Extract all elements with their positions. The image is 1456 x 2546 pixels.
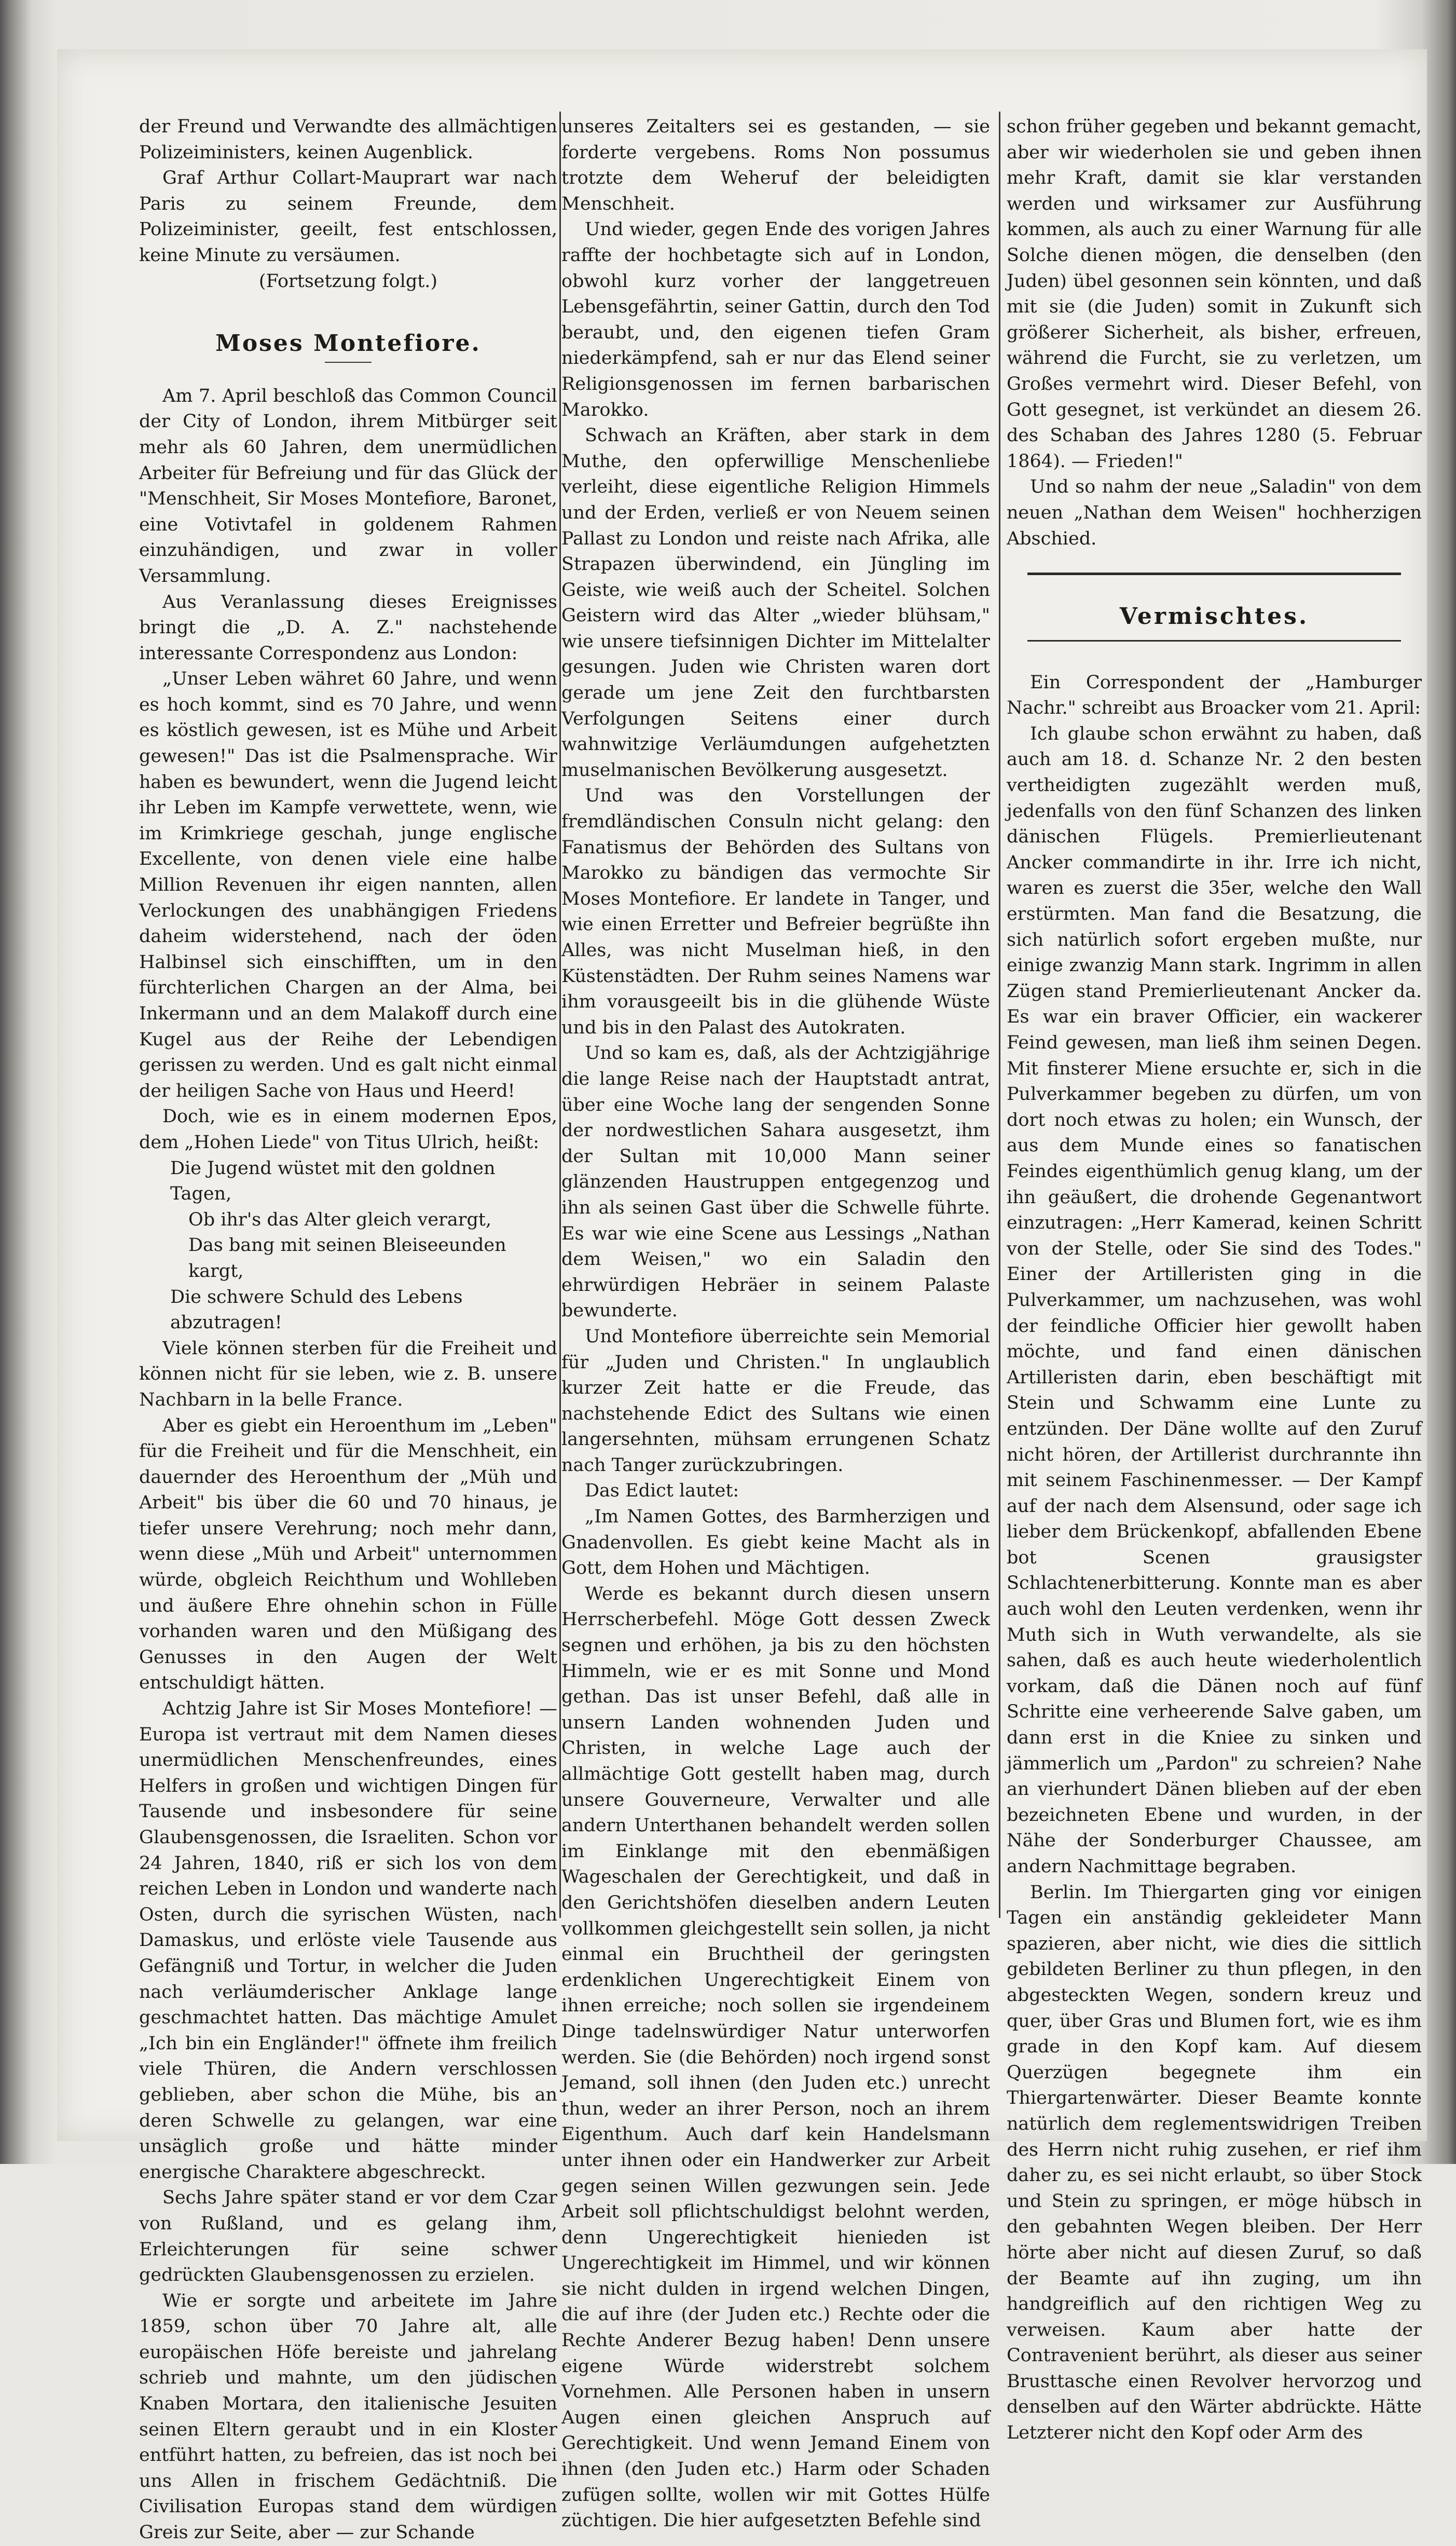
text-paragraph: Aus Veranlassung dieses Ereignisses bringt die „D. A. Z." nachstehende interessante Correspondenz aus London: [139, 591, 557, 664]
text-paragraph: Schwach an Kräften, aber stark in dem Muthe, den opferwillige Menschenliebe verleiht, diese eigentliche Religion Himmels und der Erden, verließ er von Neuem seinen Pallast zu London und reiste nach Afrika, alle Strapazen überwindend, ein Jüngling im Geiste, wie weiß auch der Scheitel. Solchen Geistern wird das Alter „wieder blühsam," wie unsere tiefsinnigen Dichter im Mittelalter gesungen. Juden wie Christen waren dort gerade um jene Zeit den furchtbarsten Verfolgungen Seitens einer durch wahnwitzige Verläumdungen aufgehetzten muselmanischen Bevölkerung ausgesetzt. [561, 425, 990, 781]
text-paragraph: Wie er sorgte und arbeitete im Jahre 1859, schon über 70 Jahre alt, alle europäischen Höfe bereiste und jahrelang schrieb und mahnte, um den jüdischen Knaben Mortara, den italienische Jesuiten seinen Eltern geraubt und in ein Kloster entführt hatten, zu befreien, das ist noch bei uns Allen in frischem Gedächtniß. Die Civilisation Europas stand dem würdigen Greis zur Seite, aber — zur Schande [139, 2290, 557, 2543]
text-paragraph: Berlin. Im Thiergarten ging vor einigen Tagen ein anständig gekleideter Mann spazieren, aber nicht, wie dies die sittlich gebildeten Berliner zu thun pflegen, in den abgesteckten Wegen, sondern kreuz und quer, über Gras und Blumen fort, wie es ihm grade in den Kopf kam. Auf diesem Querzügen begegnete ihm ein Thiergartenwärter. Dieser Beamte konnte natürlich dem reglementswidrigen Treiben des Herrn nicht ruhig zusehen, er rief ihm daher zu, es sei nicht erlaubt, so über Stock und Stein zu springen, er möge hübsch in den gebahnten Wegen bleiben. Der Herr hörte aber nicht auf diesen Zuruf, so daß der Beamte auf ihn zuging, um ihn handgreiflich auf den richtigen Weg zu verweisen. Kaum aber hatte der Contravenient berührt, als dieser aus seiner Brusttasche einen Revolver hervorzog und denselben auf den Wärter abdrückte. Hätte Letzterer nicht den Kopf oder Arm des [1007, 1882, 1422, 2444]
column-1 [139, 114, 557, 2543]
section-title: Vermischtes. [1119, 603, 1309, 630]
text-paragraph: Und so kam es, daß, als der Achtzigjährige die lange Reise nach der Hauptstadt antrat, über eine Woche lang der sengenden Sonne der nordwestlichen Sahara ausgesetzt, ihm der Sultan mit 10,000 Mann seiner glänzenden Haustruppen entgegenzog und ihn als seinen Gast über die Schwelle führte. Es war wie eine Scene aus Lessings „Nathan dem Weisen," wo ein Saladin den ehrwürdigen Hebräer in seinem Palaste bewunderte. [561, 1043, 990, 1322]
text-paragraph: „Im Namen Gottes, des Barmherzigen und Gnadenvollen. Es giebt keine Macht als in Gott, dem Hohen und Mächtigen. [561, 1506, 990, 1579]
text-paragraph: Ein Correspondent der „Hamburger Nachr." schreibt aus Broacker vom 21. April: [1007, 672, 1422, 719]
text-paragraph: Und Montefiore überreichte sein Memorial für „Juden und Christen." In unglaublich kurzer Zeit hatte er die Freude, das nachstehende Edict des Sultans wie einen langersehnten, mühsam errungenen Schatz nach Tanger zurückzubringen. [561, 1326, 990, 1476]
section-rule [1027, 640, 1401, 642]
text-paragraph: schon früher gegeben und bekannt gemacht, aber wir wiederholen sie und geben ihnen mehr Kraft, damit sie klar verstanden werden und wirksamer zur Ausführung kommen, als auch zu einer Warnung für alle Solche dienen mögen, die denselben (den Juden) übel gesonnen sein könnten, und daß mit sie (die Juden) somit in Zukunft sich größerer Sicherheit, als bisher, erfreuen, während die Furcht, sie zu verletzen, um Großes vermehrt wird. Dieser Befehl, von Gott gesegnet, ist verkündet an diesem 26. des Schaban des Jahres 1280 (5. Februar 1864). — Frieden!" [1007, 116, 1422, 472]
text-paragraph: Und so nahm der neue „Saladin" von dem neuen „Nathan dem Weisen" hochherzigen Abschied. [1007, 476, 1422, 549]
column-2 [561, 114, 990, 2531]
text-paragraph: Und wieder, gegen Ende des vorigen Jahres raffte der hochbetagte sich auf in London, obwohl kurz vorher der langgetreuen Lebensgefährtin, seiner Gattin, durch den Tod beraubt, und, den eigenen tiefen Gram niederkämpfend, sah er nur das Elend seiner Religionsgenossen im fernen barbarischen Marokko. [561, 219, 990, 420]
article-title: Moses Montefiore. [215, 330, 481, 357]
text-paragraph: Am 7. April beschloß das Common Council der City of London, ihrem Mitbürger seit mehr als 60 Jahren, dem unermüdlichen Arbeiter für Befreiung und für das Glück der "Menschheit, Sir Moses Montefiore, Baronet, eine Votivtafel in goldenem Rahmen einzuhändigen, und zwar in voller Versammlung. [139, 385, 557, 587]
verse-line: Das bang mit seinen Bleiseeunden kargt, [188, 1235, 506, 1282]
text-paragraph: Graf Arthur Collart-Mauprart war nach Paris zu seinem Freunde, dem Polizeiminister, geeilt, fest entschlossen, keine Minute zu versäumen. [139, 168, 557, 266]
title-rule [325, 362, 372, 363]
to-be-continued: (Fortsetzung folgt.) [258, 270, 438, 292]
verse-line: Die schwere Schuld des Lebens abzutragen! [170, 1286, 463, 1333]
text-paragraph: Das Edict lautet: [585, 1480, 739, 1502]
text-paragraph: Viele können sterben für die Freiheit und können nicht für sie leben, wie z. B. unsere Nachbarn in la belle France. [139, 1338, 557, 1410]
text-paragraph: Werde es bekannt durch diesen unsern Herrscherbefehl. Möge Gott dessen Zweck segnen und erhöhen, ja bis zu den höchsten Himmeln, wie er es mit Sonne und Mond gethan. Das ist unser Befehl, daß alle in unsern Landen wohnenden Juden und Christen, in welche Lage auch der allmächtige Gott gestellt haben mag, durch unsere Gouverneure, Verwalter und alle andern Unterthanen behandelt werden sollen im Einklange mit den ebenmäßigen Wageschalen der Gerechtigkeit, und daß in den Gerichtshöfen dieselben andern Leuten vollkommen gleichgestellt sein sollen, ja nicht einmal ein Bruchtheil der geringsten erdenklichen Ungerechtigkeit Einem von ihnen erreiche; noch sollen sie irgendeinem Dinge tadelnswürdiger Natur unterworfen werden. Sie (die Behörden) noch irgend sonst Jemand, soll ihnen (den Juden etc.) unrecht thun, weder an ihrer Person, noch an ihrem Eigenthum. Auch darf kein Handelsmann unter ihnen oder ein Handwerker zur Arbeit gegen seinen Willen gezwungen sein. Jede Arbeit soll pflichtschuldigst belohnt werden, denn Ungerechtigkeit hienieden ist Ungerechtigkeit im Himmel, und wir können sie nicht dulden in irgend welchen Dingen, die auf ihre (der Juden etc.) Rechte oder die Rechte Anderer Bezug haben! Denn unsere eigene Würde widerstrebt solchem Vornehmen. Alle Personen haben in unsern Augen einen gleichen Anspruch auf Gerechtigkeit. Und wenn Jemand Einem von ihnen (den Juden etc.) Harm oder Schaden zufügen sollte, wollen wir mit Gottes Hülfe züchtigen. Die hier aufgesetzten Befehle sind [561, 1583, 990, 2531]
column-divider [559, 112, 561, 1918]
text-paragraph: Sechs Jahre später stand er vor dem Czar von Rußland, und es gelang ihm, Erleichterungen für seine schwer gedrückten Glaubensgenossen zu erzielen. [139, 2187, 557, 2286]
verse-line: Die Jugend wüstet mit den goldnen Tagen, [170, 1158, 496, 1205]
column-3 [1007, 114, 1422, 2444]
text-paragraph: der Freund und Verwandte des allmächtigen Polizeiministers, keinen Augenblick. [139, 116, 557, 163]
text-paragraph: Ich glaube schon erwähnt zu haben, daß auch am 18. d. Schanze Nr. 2 den besten vertheidigten zugezählt werden muß, jedenfalls von den fünf Schanzen des linken dänischen Flügels. Premierlieutenant Ancker commandirte in ihr. Irre ich nicht, waren es zuerst die 35er, welche den Wall erstürmten. Man fand die Besatzung, die sich natürlich sofort ergeben mußte, nur einige zwanzig Mann stark. Ingrimm in allen Zügen stand Premierlieutenant Ancker da. Es war ein braver Officier, ein wackerer Feind gewesen, man ließ ihm seinen Degen. Mit finsterer Miene ersuchte er, sich in die Pulverkammer begeben zu dürfen, um von dort noch etwas zu holen; ein Wunsch, der aus dem Munde eines so fanatischen Feindes eigenthümlich genug klang, um der ihn geäußert, die drohende Gegenantwort einzutragen: „Herr Kamerad, keinen Schritt von der Stelle, oder Sie sind des Todes." Einer der Artilleristen ging in die Pulverkammer, um nachzusehen, was wohl der feindliche Officier hier gewollt haben möchte, und fand einen dänischen Artilleristen darin, eben beschäftigt mit Stein und Schwamm eine Lunte zu entzünden. Der Däne wollte auf den Zuruf nicht hören, der Artillerist durchrannte ihn mit seinem Faschinenmesser. — Der Kampf auf der nach dem Alsensund, oder sage ich lieber dem Brückenkopf, abfallenden Ebene bot Scenen grausigster Schlachtenerbitterung. Konnte man es aber auch wohl den Leuten verdenken, wenn ihr Muth sich in Wuth verwandelte, als sie sahen, daß es auch heute wiederholentlich vorkam, daß die Dänen noch auf fünf Schritte eine verheerende Salve gaben, um dann erst in die Kniee zu sinken und jämmerlich um „Pardon" zu schreien? Nahe an vierhundert Dänen blieben auf der eben bezeichneten Ebene und wurden, in der Nähe der Sonderburger Chaussee, am andern Nachmittage begraben. [1007, 723, 1422, 1877]
text-paragraph: Aber es giebt ein Heroenthum im „Leben" für die Freiheit und für die Menschheit, ein dauernder des Heroenthum der „Müh und Arbeit" bis über die 60 und 70 hinaus, je tiefer unsere Verehrung; noch mehr dann, wenn diese „Müh und Arbeit" unternommen würde, obgleich Reichthum und Wohlleben und äußere Ehre ohnehin schon in Fülle vorhanden waren und den Müßigang des Genusses in den Augen der Welt entschuldigt hätten. [139, 1415, 557, 1694]
text-paragraph: Achtzig Jahre ist Sir Moses Montefiore! — Europa ist vertraut mit dem Namen dieses unermüdlichen Menschenfreundes, eines Helfers in großen und wichtigen Dingen für Tausende und insbesondere für seine Glaubensgenossen, die Israeliten. Schon vor 24 Jahren, 1840, riß er sich los von dem reichen Leben in London und wanderte nach Osten, durch die syrischen Wüsten, nach Damaskus, und erlöste viele Tausende aus Gefängniß und Tortur, in welcher die Juden nach verläumderischer Anklage lange geschmachtet hatten. Das mächtige Amulet „Ich bin ein Engländer!" öffnete ihm freilich viele Thüren, die Andern verschlossen geblieben, aber schon die Mühe, bis an deren Schwelle zu gelangen, war eine unsäglich große und hätte minder energische Charaktere abgeschreckt. [139, 1698, 557, 2183]
verse-line: Ob ihr's das Alter gleich verargt, [188, 1209, 492, 1230]
text-paragraph: Und was den Vorstellungen der fremdländischen Consuln nicht gelang: den Fanatismus der Behörden des Sultans von Marokko zu bändigen das vermochte Sir Moses Montefiore. Er landete in Tanger, und wie einen Erretter und Befreier begrüßte ihn Alles, was nicht Muselman hieß, in den Küstenstädten. Der Ruhm seines Namens war ihm vorausgeeilt bis in die glühende Wüste und bis in den Palast des Autokraten. [561, 785, 990, 1038]
section-rule [1027, 573, 1401, 575]
text-paragraph: unseres Zeitalters sei es gestanden, — sie forderte vergebens. Roms Non possumus trotzte dem Weheruf der beleidigten Menschheit. [561, 116, 990, 214]
text-paragraph: „Unser Leben währet 60 Jahre, und wenn es hoch kommt, sind es 70 Jahre, und wenn es köstlich gewesen, ist es Mühe und Arbeit gewesen!" Das ist die Psalmensprache. Wir haben es bewundert, wenn die Jugend leicht ihr Leben im Kampfe verwettete, wenn, wie im Krimkriege geschah, junge englische Excellente, von denen viele eine halbe Million Revenuen ihr eigen nannten, allen Verlockungen des unabhängigen Friedens daheim widerstehend, nach der öden Halbinsel sich einschifften, um in den fürchterlichen Chargen an der Alma, bei Inkermann und an dem Malakoff durch eine Kugel aus der Reihe der Lebendigen gerissen zu werden. Und es galt nicht einmal der heiligen Sache von Haus und Heerd! [139, 669, 557, 1101]
text-paragraph: Doch, wie es in einem modernen Epos, dem „Hohen Liede" von Titus Ulrich, heißt: [139, 1106, 557, 1153]
column-divider [999, 112, 1000, 1918]
